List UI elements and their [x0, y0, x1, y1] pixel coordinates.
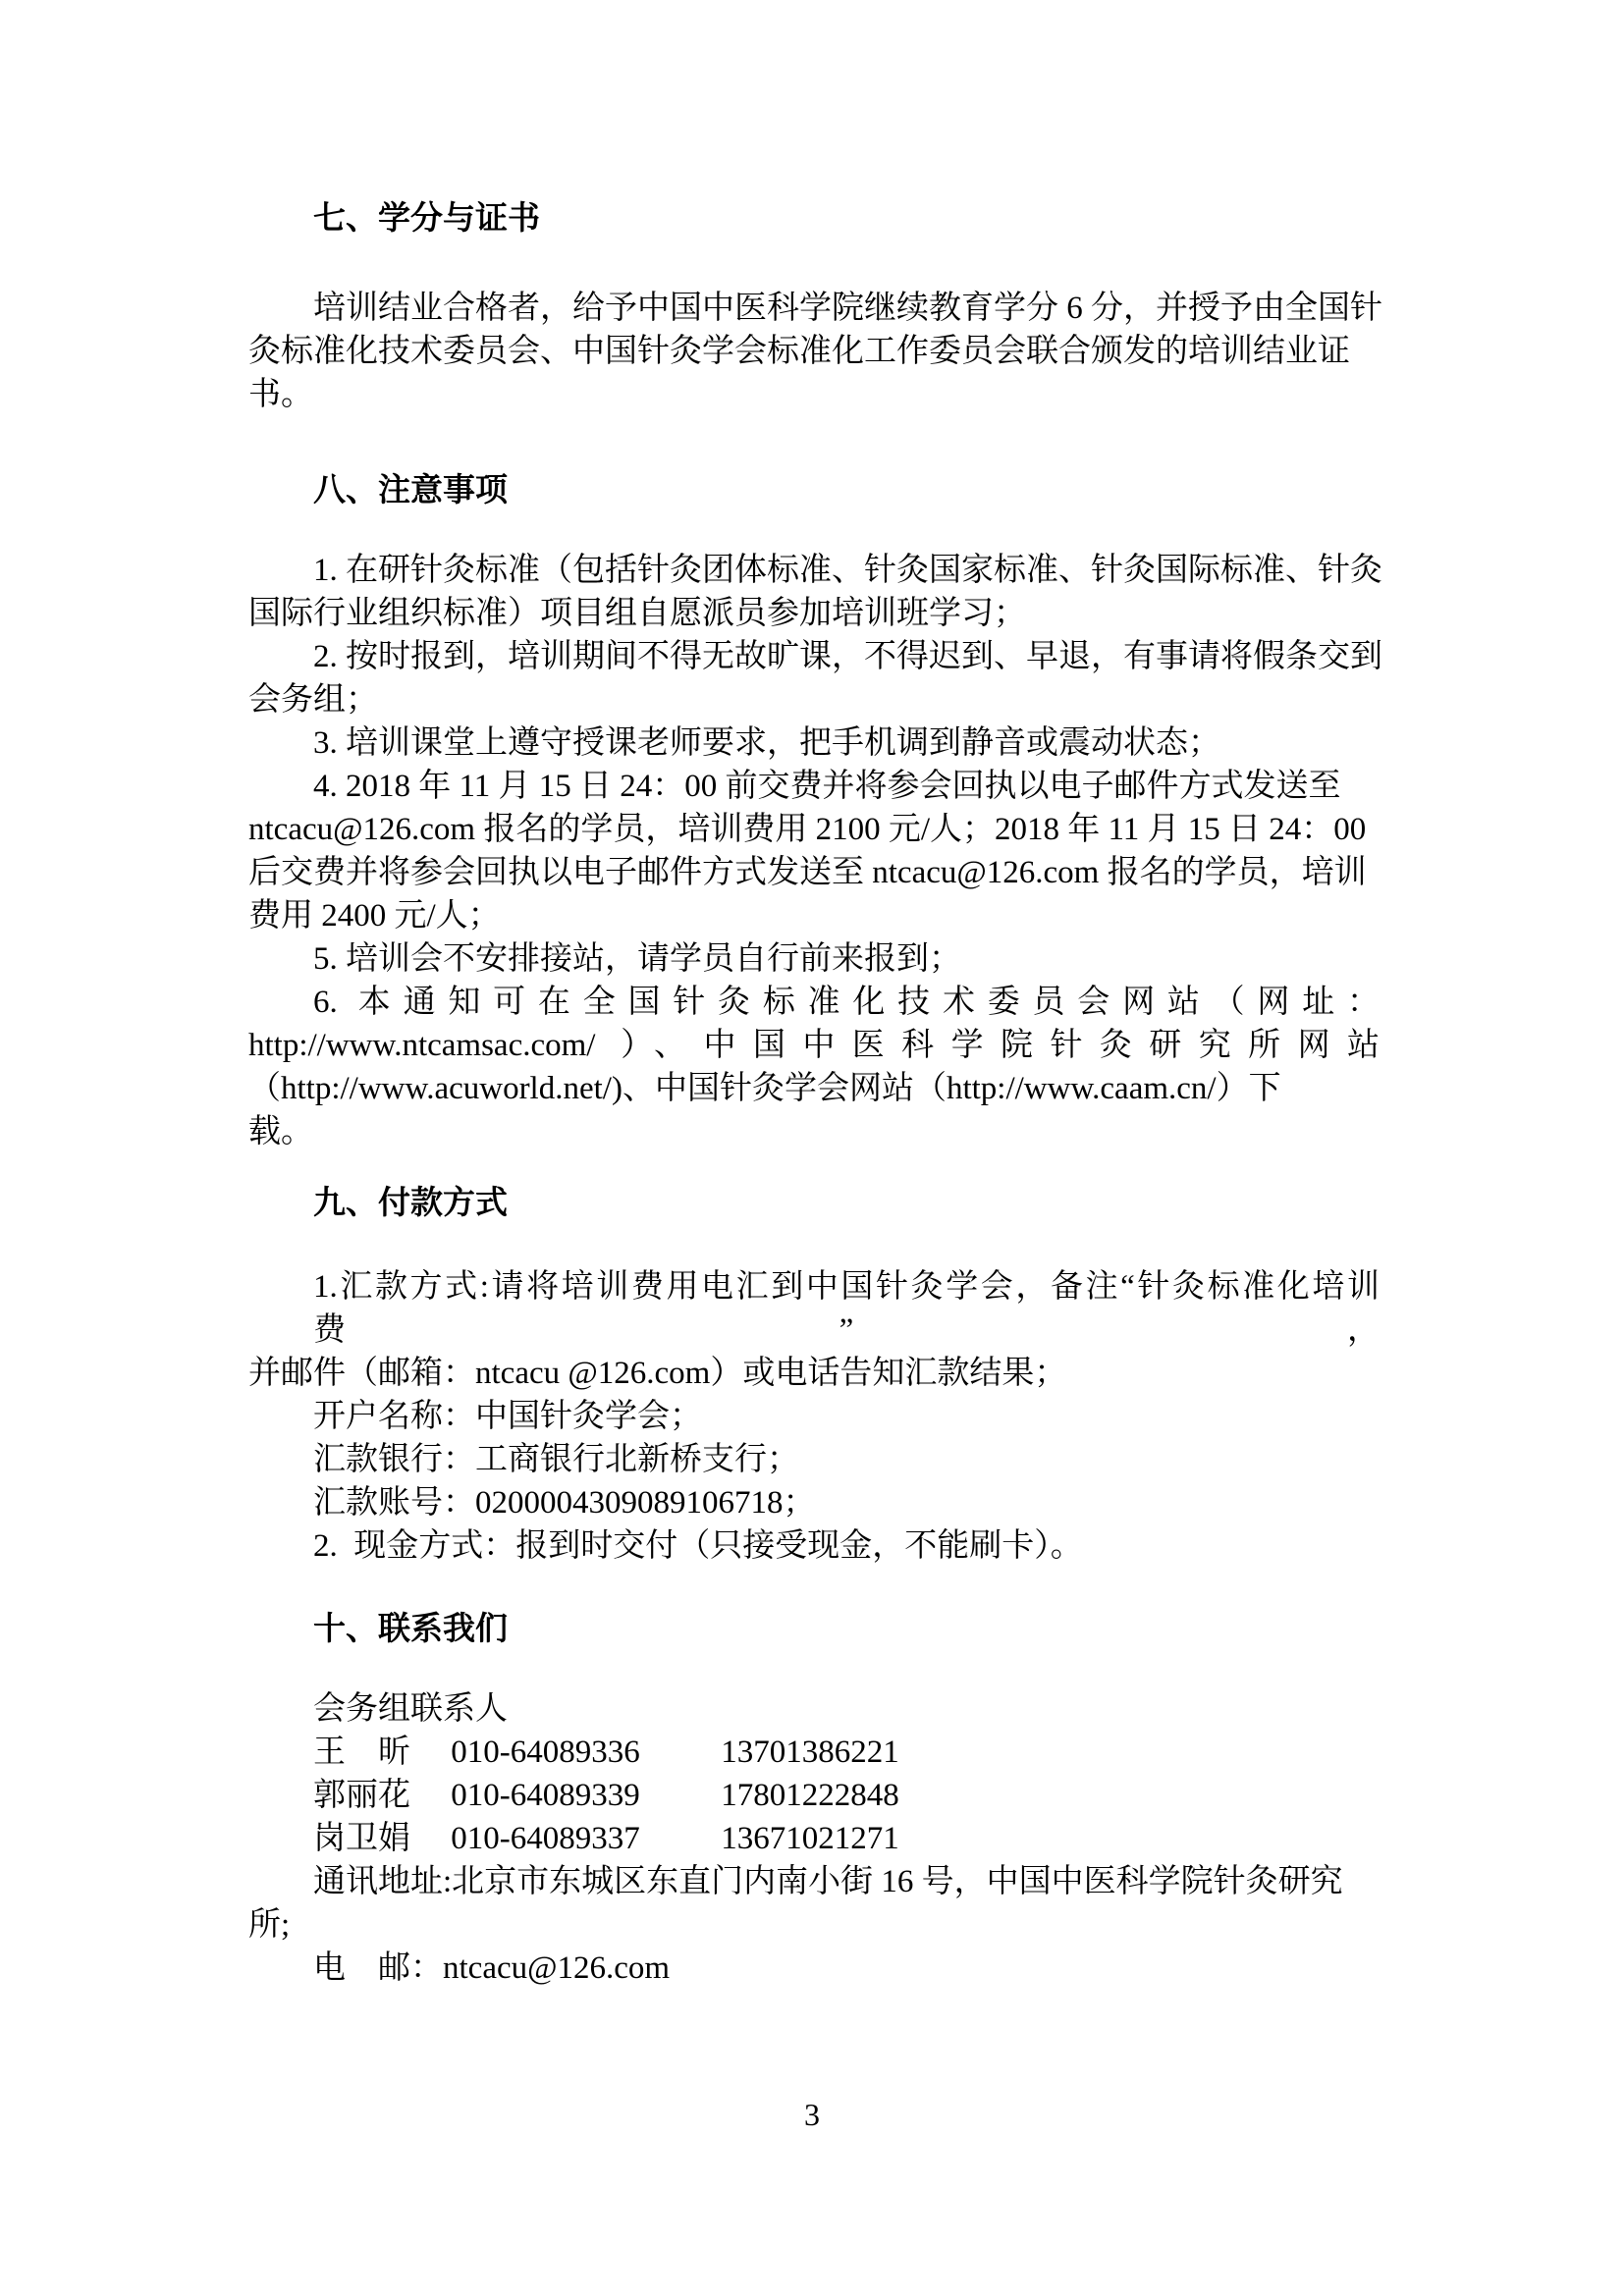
- section-credits: [248, 196, 1380, 416]
- text-line: 费用 2400 元/人；: [248, 898, 501, 934]
- text-line: 并邮件（邮箱：ntcacu @126.com）或电话告知汇款结果；: [248, 1356, 1067, 1391]
- section-contact: [248, 1607, 1380, 1990]
- section-notes-heading: 八、注意事项: [313, 471, 508, 507]
- section-notes-body: [248, 549, 1380, 1153]
- text-line: 2. 现金方式：报到时交付（只接受现金，不能刷卡）。: [313, 1528, 1083, 1564]
- text-line: 书。: [248, 377, 313, 412]
- text-line: 后交费并将参会回执以电子邮件方式发送至 ntcacu@126.com 报名的学员，培训: [248, 855, 1367, 890]
- text-line: 载。: [248, 1114, 313, 1149]
- text-line: 郭丽花 010-64089339 17801222848: [313, 1778, 899, 1813]
- section-contact-body: [248, 1687, 1380, 1990]
- page-number: 3: [804, 2097, 820, 2132]
- section-contact-heading: 十、联系我们: [313, 1610, 508, 1646]
- text-line: 会务组联系人: [313, 1691, 508, 1727]
- text-line: 5. 培训会不安排接站，请学员自行前来报到；: [313, 941, 961, 977]
- text-line: 汇款银行：工商银行北新桥支行；: [313, 1442, 799, 1477]
- text-line: 4. 2018 年 11 月 15 日 24：00 前交费并将参会回执以电子邮件方式发送至: [313, 769, 1341, 804]
- text-line: （http://www.acuworld.net/)、中国针灸学会网站（http://www.caam.cn/）下: [248, 1071, 1281, 1106]
- text-line: 开户名称：中国针灸学会；: [313, 1399, 702, 1434]
- text-line: 1. 在研针灸标准（包括针灸团体标准、针灸国家标准、针灸国际标准、针灸: [313, 553, 1382, 588]
- text-line: 王 昕 010-64089336 13701386221: [313, 1735, 899, 1770]
- document-content: [248, 196, 1380, 1990]
- text-line: 通讯地址:北京市东城区东直门内南小街 16 号，中国中医科学院针灸研究: [313, 1864, 1343, 1899]
- section-payment-heading: 九、付款方式: [313, 1184, 508, 1220]
- text-line: 1.汇款方式:请将培训费用电汇到中国针灸学会，备注“针灸标准化培训费”，: [313, 1269, 1380, 1348]
- section-credits-body: [248, 287, 1380, 416]
- text-line: ntcacu@126.com 报名的学员，培训费用 2100 元/人；2018 年 11 月 15 日 24：00: [248, 812, 1367, 847]
- text-line: 会务组；: [248, 682, 378, 718]
- text-line: 2. 按时报到，培训期间不得无故旷课，不得迟到、早退，有事请将假条交到: [313, 639, 1382, 674]
- text-line: 电 邮：ntcacu@126.com: [313, 1950, 671, 1986]
- text-line: 灸标准化技术委员会、中国针灸学会标准化工作委员会联合颁发的培训结业证: [248, 334, 1350, 369]
- text-line: 汇款账号：0200004309089106718；: [313, 1485, 816, 1521]
- section-payment: [248, 1181, 1380, 1568]
- text-line: 国际行业组织标准）项目组自愿派员参加培训班学习；: [248, 596, 1026, 631]
- section-payment-body: [248, 1265, 1380, 1568]
- text-line: http://www.ntcamsac.com/ ）、中国中医科学院针灸研究所网站: [248, 1028, 1380, 1063]
- text-line: 6. 本通知可在全国针灸标准化技术委员会网站（网址：: [313, 985, 1380, 1020]
- section-credits-heading: 七、学分与证书: [313, 199, 540, 236]
- text-line: 岗卫娟 010-64089337 13671021271: [313, 1821, 899, 1856]
- text-line: 所;: [248, 1907, 291, 1943]
- section-notes: [248, 468, 1380, 1153]
- text-line: 培训结业合格者，给予中国中医科学院继续教育学分 6 分，并授予由全国针: [313, 291, 1382, 326]
- text-line: 3. 培训课堂上遵守授课老师要求，把手机调到静音或震动状态；: [313, 725, 1220, 761]
